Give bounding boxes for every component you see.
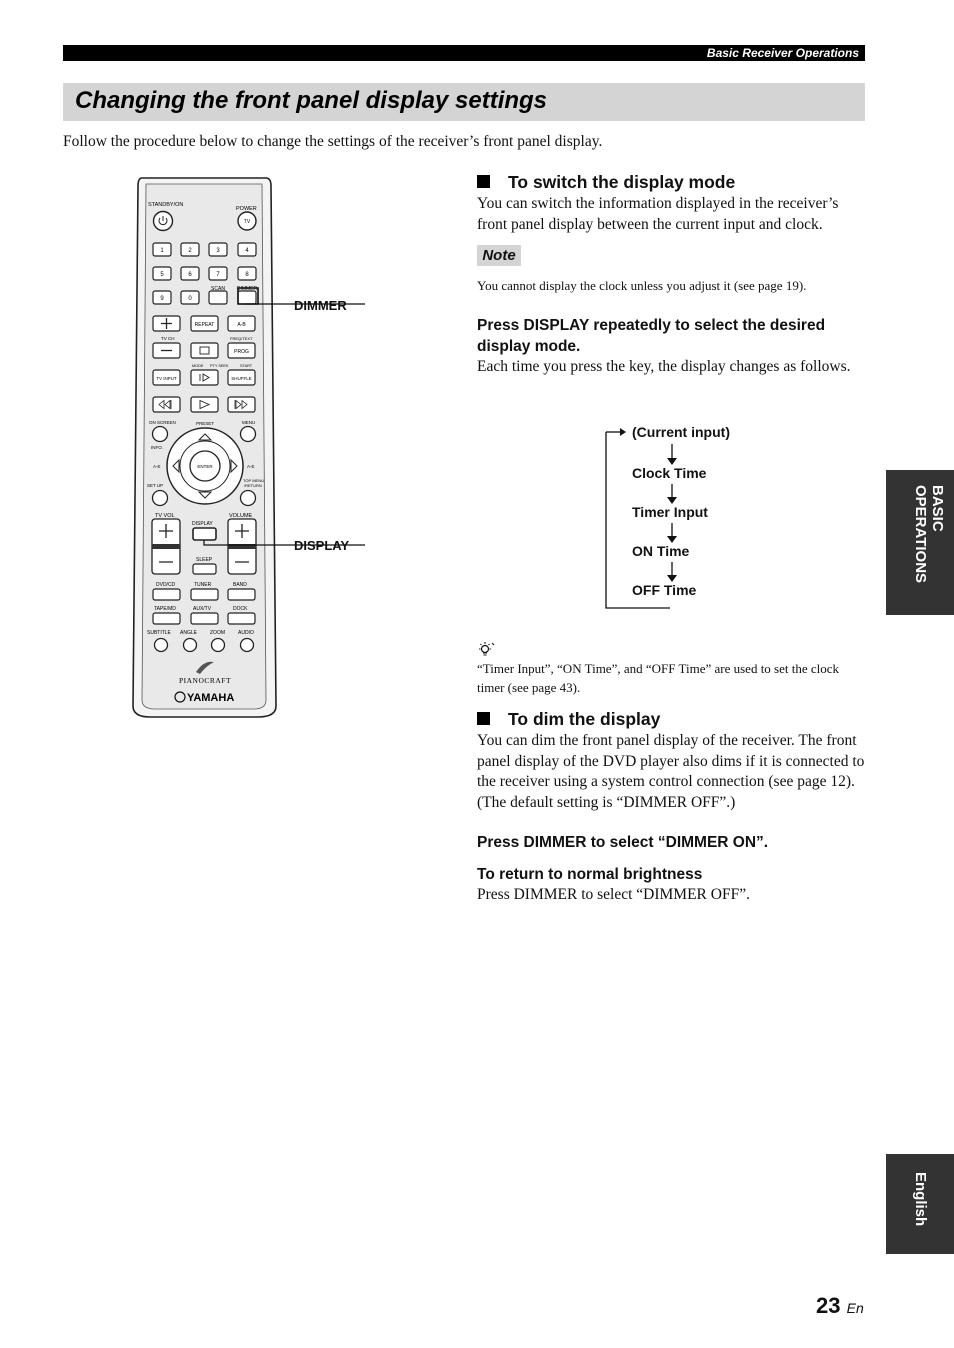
dim-display-heading: [477, 709, 660, 730]
key-6: 6: [188, 272, 192, 278]
key-3: 3: [216, 248, 220, 254]
display-button: [193, 528, 216, 540]
remote-label-dimmer: DIMMER: [236, 286, 258, 292]
remote-series: PIANOCRAFT: [178, 676, 232, 685]
remote-label-tuner: TUNER: [194, 582, 212, 588]
remote-label-volume: VOLUME: [229, 513, 253, 519]
key-8: 8: [245, 272, 249, 278]
flow-arrow-down-icon: [667, 497, 677, 504]
flow-item-current-input: (Current input): [632, 424, 730, 440]
key-4: 4: [245, 248, 249, 254]
tip-lightbulb-icon: [477, 640, 497, 658]
side-tab-basic: BASIC: [929, 485, 946, 532]
page-language: En: [846, 1300, 864, 1316]
switch-mode-heading: [477, 172, 735, 193]
title-band: [63, 83, 865, 121]
flow-arrow-down-icon: [667, 536, 677, 543]
remote-label-enter: ENTER: [197, 464, 213, 469]
remote-label-subtitle: SUBTITLE: [147, 630, 171, 636]
intro-paragraph: Follow the procedure below to change the settings of the receiver’s front panel display.: [63, 133, 603, 150]
remote-label-band: BAND: [233, 582, 247, 588]
remote-label-power: POWER: [236, 206, 257, 212]
remote-label-freqtext: FREQ/TEXT: [230, 336, 253, 341]
remote-label-sleep: SLEEP: [196, 557, 213, 563]
remote-label-preset: PRESET: [196, 421, 215, 426]
side-tab-operations: OPERATIONS: [912, 485, 929, 584]
key-9: 9: [160, 296, 164, 302]
switch-mode-step-body: Each time you press the key, the display changes as follows.: [477, 358, 851, 375]
remote-label-tapemd: TAPE/MD: [154, 606, 176, 612]
side-tab-english-text: English: [912, 1172, 929, 1227]
remote-control-illustration: [130, 176, 365, 722]
remote-label-onscreen: ON SCREEN: [149, 420, 176, 425]
remote-label-shuffle: SHUFFLE: [231, 376, 252, 381]
remote-label-ptyseek: PTY SEEK: [210, 364, 229, 368]
flow-arrow-loop-icon: [620, 428, 626, 436]
dimmer-callout-label: DIMMER: [294, 298, 347, 313]
remote-label-ae-left: A-E: [153, 464, 161, 469]
remote-label-start: START: [240, 364, 253, 368]
side-tab-basic-operations-text: [912, 485, 946, 583]
remote-label-audio: AUDIO: [238, 630, 254, 636]
remote-label-angle: ANGLE: [180, 630, 197, 636]
remote-label-scan: SCAN: [211, 286, 225, 292]
normal-brightness-body: Press DIMMER to select “DIMMER OFF”.: [477, 886, 750, 903]
flow-arrow-down-icon: [667, 458, 677, 465]
flow-item-clock-time: Clock Time: [632, 465, 707, 481]
switch-mode-heading-text: To switch the display mode: [508, 172, 736, 192]
key-5: 5: [160, 272, 164, 278]
dim-display-body: You can dim the front panel display of the receiver. The front panel display of the DVD player also dims if it is connected to the receiver using a system control connection (see page 12). (The default setting is “DIMMER OFF”.): [477, 732, 865, 811]
dim-display-step: Press DIMMER to select “DIMMER ON”.: [477, 834, 769, 851]
remote-label-zoom: ZOOM: [210, 630, 225, 636]
dim-display-heading-text: To dim the display: [508, 709, 661, 729]
remote-label-setup: SET UP: [147, 483, 164, 488]
remote-label-menu: MENU: [242, 420, 256, 425]
section-header-bar: [63, 45, 865, 61]
remote-label-tv: TV: [243, 219, 251, 225]
key-2: 2: [188, 248, 192, 254]
remote-label-tvinput: TV INPUT: [156, 376, 177, 381]
note-badge: Note: [477, 245, 521, 266]
side-tab-english: [886, 1154, 954, 1254]
remote-label-dvdcd: DVD/CD: [156, 582, 176, 588]
page-number-value: 23: [816, 1293, 841, 1318]
side-tab-basic-operations: [886, 470, 954, 615]
remote-label-ae-right: A-E: [247, 464, 255, 469]
flow-item-on-time: ON Time: [632, 543, 690, 559]
flow-arrow-down-icon: [667, 575, 677, 582]
remote-label-repeat: REPEAT: [194, 322, 215, 328]
page-title: Changing the front panel display settings: [75, 87, 548, 114]
tip-text: “Timer Input”, “ON Time”, and “OFF Time” are used to set the clock timer (see page 43).: [477, 661, 840, 695]
remote-label-display: DISPLAY: [192, 521, 213, 527]
remote-label-info: INFO.: [151, 445, 163, 450]
flow-item-off-time: OFF Time: [632, 582, 697, 598]
page-number: [816, 1293, 864, 1319]
remote-label-return: /RETURN: [244, 483, 262, 488]
section-header-text: Basic Receiver Operations: [706, 46, 859, 60]
note-text: You cannot display the clock unless you adjust it (see page 19).: [477, 278, 807, 293]
switch-mode-body: You can switch the information displayed in the receiver’s front panel display between the current input and clock.: [477, 195, 839, 233]
remote-brand: YAMAHA: [187, 692, 235, 704]
switch-mode-step: Press DISPLAY repeatedly to select the desired display mode.: [477, 317, 826, 355]
display-callout-label: DISPLAY: [294, 538, 350, 553]
flow-item-timer-input: Timer Input: [632, 504, 708, 520]
square-bullet-icon: [477, 175, 490, 188]
remote-label-dock: DOCK: [233, 606, 248, 612]
remote-label-mode: MODE: [192, 364, 204, 368]
remote-label-prog: PROG: [234, 349, 249, 355]
key-7: 7: [216, 272, 220, 278]
key-1: 1: [160, 248, 164, 254]
square-bullet-icon: [477, 712, 490, 725]
key-0: 0: [188, 296, 192, 302]
normal-brightness-heading: To return to normal brightness: [477, 866, 703, 883]
remote-label-topmenu: TOP MENU: [243, 478, 264, 483]
remote-label-ab: A-B: [237, 322, 246, 328]
remote-label-standby: STANDBY/ON: [148, 202, 184, 208]
remote-label-tvch: TV CH: [161, 336, 175, 341]
remote-label-auxtv: AUX/TV: [193, 606, 212, 612]
remote-label-tvvol: TV VOL: [155, 513, 175, 519]
